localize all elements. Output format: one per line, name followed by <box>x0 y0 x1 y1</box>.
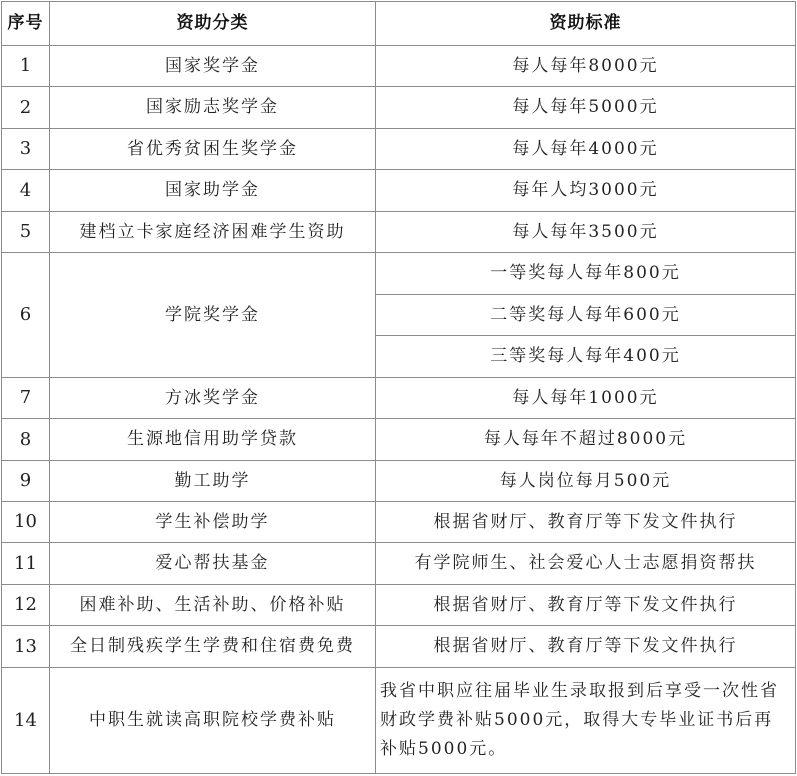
row-category: 勤工助学 <box>50 460 376 501</box>
row-number: 9 <box>2 460 50 501</box>
header-standard: 资助标准 <box>376 2 796 46</box>
row-number: 12 <box>2 584 50 625</box>
aid-table <box>1 1 796 774</box>
row-number: 4 <box>2 170 50 211</box>
table-row <box>2 46 796 87</box>
row-category: 国家励志奖学金 <box>50 87 376 128</box>
row-category: 省优秀贫困生奖学金 <box>50 128 376 169</box>
row-number: 10 <box>2 501 50 542</box>
table-row <box>2 460 796 501</box>
table-row <box>2 584 796 625</box>
row-number: 8 <box>2 419 50 460</box>
table-row <box>2 419 796 460</box>
row-category: 生源地信用助学贷款 <box>50 419 376 460</box>
table-row <box>2 626 796 667</box>
row-category: 全日制残疾学生学费和住宿费免费 <box>50 626 376 667</box>
row-standard: 有学院师生、社会爱心人士志愿捐资帮扶 <box>376 543 796 584</box>
row-standard-first-prize: 一等奖每人每年800元 <box>376 253 796 294</box>
table-row <box>2 211 796 252</box>
row-number: 13 <box>2 626 50 667</box>
table-row <box>2 501 796 542</box>
row-category: 建档立卡家庭经济困难学生资助 <box>50 211 376 252</box>
row-standard: 每人每年3500元 <box>376 211 796 252</box>
table-row <box>2 667 796 773</box>
row-number: 7 <box>2 377 50 418</box>
row-standard: 每人每年1000元 <box>376 377 796 418</box>
row-standard: 每人每年不超过8000元 <box>376 419 796 460</box>
row-standard-third-prize: 三等奖每人每年400元 <box>376 336 796 377</box>
row-category: 学生补偿助学 <box>50 501 376 542</box>
row-number: 14 <box>2 667 50 773</box>
row-category: 困难补助、生活补助、价格补贴 <box>50 584 376 625</box>
row-number: 6 <box>2 253 50 377</box>
header-category: 资助分类 <box>50 2 376 46</box>
row-category: 中职生就读高职院校学费补贴 <box>50 667 376 773</box>
table-row <box>2 170 796 211</box>
row-category: 国家助学金 <box>50 170 376 211</box>
table-row <box>2 543 796 584</box>
header-no: 序号 <box>2 2 50 46</box>
row-number: 2 <box>2 87 50 128</box>
table-row <box>2 253 796 294</box>
row-standard: 每人每年8000元 <box>376 46 796 87</box>
table-row <box>2 128 796 169</box>
row-standard: 根据省财厅、教育厅等下发文件执行 <box>376 501 796 542</box>
row-standard-second-prize: 二等奖每人每年600元 <box>376 294 796 335</box>
row-number: 11 <box>2 543 50 584</box>
row-standard: 根据省财厅、教育厅等下发文件执行 <box>376 626 796 667</box>
row-category: 爱心帮扶基金 <box>50 543 376 584</box>
row-standard: 每人每年4000元 <box>376 128 796 169</box>
row-number: 5 <box>2 211 50 252</box>
table-row <box>2 87 796 128</box>
row-standard: 每人岗位每月500元 <box>376 460 796 501</box>
row-number: 3 <box>2 128 50 169</box>
row-category: 学院奖学金 <box>50 253 376 377</box>
row-standard: 我省中职应往届毕业生录取报到后享受一次性省财政学费补贴5000元，取得大专毕业证书后再补贴5000元。 <box>376 667 796 773</box>
header-row <box>2 2 796 46</box>
row-category: 国家奖学金 <box>50 46 376 87</box>
row-category: 方冰奖学金 <box>50 377 376 418</box>
row-standard: 每人每年5000元 <box>376 87 796 128</box>
row-standard: 每年人均3000元 <box>376 170 796 211</box>
row-number: 1 <box>2 46 50 87</box>
row-standard: 根据省财厅、教育厅等下发文件执行 <box>376 584 796 625</box>
table-row <box>2 377 796 418</box>
